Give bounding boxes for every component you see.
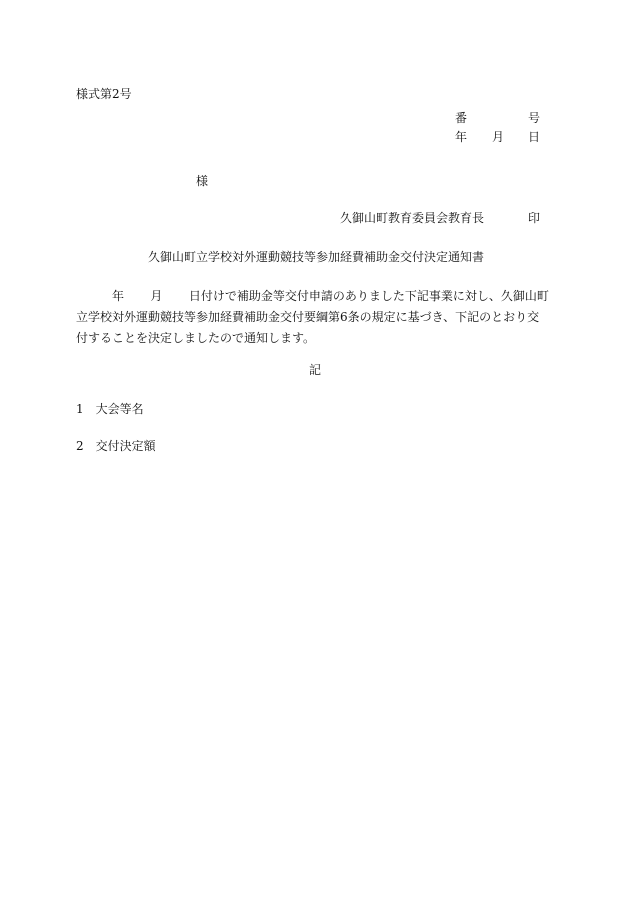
item-1 <box>76 403 144 415</box>
form-number: 様式第2号 <box>76 87 132 101</box>
issuer-seal: 印 <box>528 211 541 225</box>
header-hi: 日 <box>528 130 541 144</box>
issuer-title: 久御山町教育委員会教育長 <box>340 211 485 225</box>
header-nen: 年 <box>455 130 468 144</box>
item-label: 大会等名 <box>95 402 144 416</box>
addressee-sama: 様 <box>196 174 209 188</box>
notice-body <box>76 286 550 349</box>
item-2 <box>76 440 156 452</box>
document-title: 久御山町立学校対外運動競技等参加経費補助金交付決定通知書 <box>148 250 485 264</box>
item-number: 1 <box>76 402 84 416</box>
body-text: 日付けで補助金等交付申請のありました下記事業に対し、久御山町立学校対外運動競技等参加経費補助金交付要綱第6条の規定に基づき、下記のとおり交付することを決定しましたので通知します。 <box>76 289 549 345</box>
header-ban: 番 <box>455 111 468 125</box>
header-go: 号 <box>528 111 541 125</box>
ki-heading: 記 <box>309 363 322 377</box>
item-label: 交付決定額 <box>95 439 156 453</box>
header-tsuki: 月 <box>492 130 505 144</box>
item-number: 2 <box>76 439 84 453</box>
body-year-unit: 年 <box>112 289 125 303</box>
body-month-unit: 月 <box>150 289 163 303</box>
